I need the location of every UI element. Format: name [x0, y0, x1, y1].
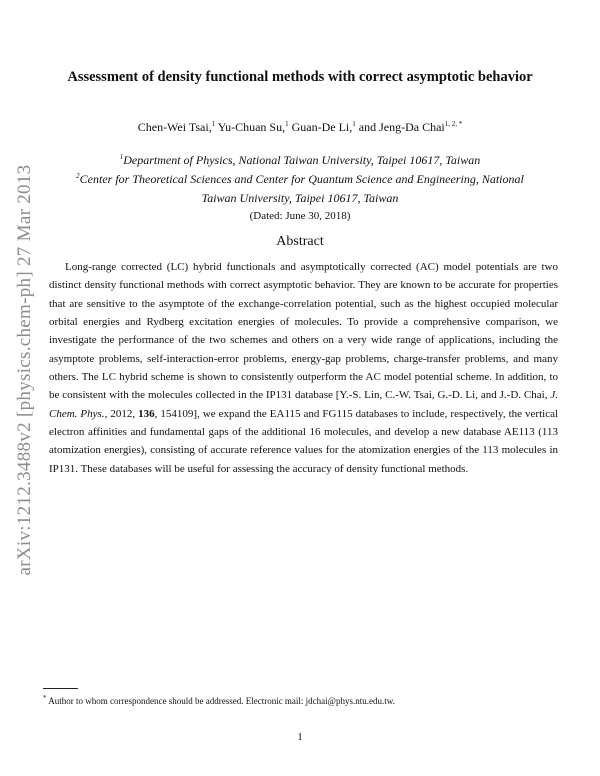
footnote-rule	[43, 688, 78, 689]
arxiv-identifier: arXiv:1212.3488v2 [physics.chem-ph] 27 Mar 2013	[14, 164, 35, 576]
footnote: * Author to whom correspondence should be addressed. Electronic mail: jdchai@phys.ntu.edu.tw.	[43, 694, 395, 706]
author: Yu-Chuan Su,$^1$	[217, 120, 289, 134]
author: and Jeng-Da Chai$^{1, 2, *}$	[358, 120, 463, 134]
arxiv-sidebar-stamp	[5, 150, 45, 590]
author: Guan-De Li,$^1$	[291, 120, 356, 134]
date-line: (Dated: June 30, 2018)	[249, 210, 351, 222]
affiliation-1: $^1$Department of Physics, National Taiwan University, Taipei 10617, Taiwan	[119, 153, 481, 167]
paper-title: Assessment of density functional methods with correct asymptotic behavior	[67, 69, 533, 85]
abstract-heading: Abstract	[276, 234, 324, 249]
journal-name: J. Chem. Phys.	[49, 389, 558, 420]
journal-volume: 136	[138, 407, 155, 420]
author-list	[60, 120, 540, 135]
author: Chen-Wei Tsai,$^1$	[137, 120, 216, 134]
page-number: 1	[297, 731, 303, 743]
abstract-body: Long-range corrected (LC) hybrid functionals and asymptotically corrected (AC) model potentials are two distinct density functional methods with correct asymptotic behavior. They are known to be accurate for properties that are sensitive to the asymptote of the exchange-correlation potential, such as the highest occupied molecular orbital energies and Rydberg excitation energies of molecules. To provide a comprehensive comparison, we investigate the performance of the two schemes and others on a very wide range of applications, including the asymptote problems, self-interaction-error problems, energy-gap problems, charge-transfer problems, and many others. The LC hybrid scheme is shown to consistently outperform the AC model potential scheme. In addition, to be consistent with the molecules collected in the IP131 database [Y.-S. Lin, C.-W. Tsai, G.-D. Li, and J.-D. Chai, J. Chem. Phys., 2012, 136, 154109], we expand the EA115 and FG115 databases to include, respectively, the vertical electron affinities and fundamental gaps of the additional 16 molecules, and develop a new database AE113 (113 atomization energies), consisting of accurate reference values for the atomization energies of the 113 molecules in IP131. These databases will be useful for assessing the accuracy of density functional methods.	[49, 261, 559, 475]
affiliation-2: $^2$Center for Theoretical Sciences and Center for Quantum Science and Engineering, National Taiwan University, Taipei 10617, Taiwan	[76, 172, 524, 205]
